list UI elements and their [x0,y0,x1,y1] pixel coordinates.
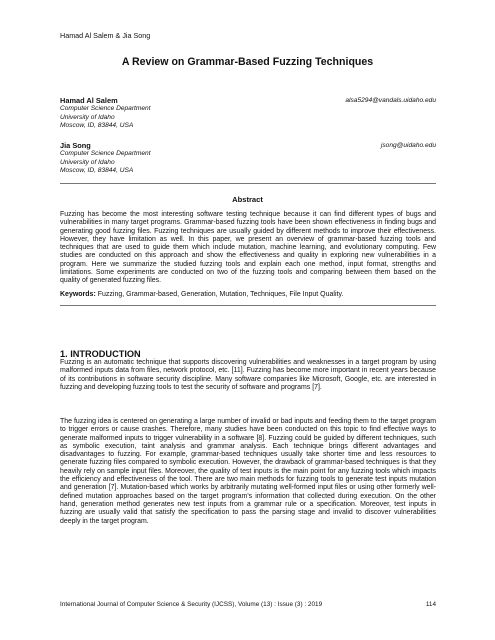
paper-title: A Review on Grammar-Based Fuzzing Techniques [121,56,374,68]
author-block-1 [60,97,436,131]
affiliation-university: University of Idaho [60,158,115,166]
author-row [60,142,436,150]
keywords-label: Keywords: [60,291,96,298]
page-number: 114 [425,601,436,608]
page-footer [60,601,436,608]
author-name: Jia Song [60,141,91,150]
author-email: alsa5294@vandals.uidaho.edu [345,97,436,104]
keywords [60,291,436,299]
author-row [60,97,436,105]
affiliation-address: Moscow, ID, 83844, USA [60,122,134,130]
running-head: Hamad Al Salem & Jia Song [60,31,151,40]
author-name: Hamad Al Salem [60,96,118,105]
affiliation-department: Computer Science Department [60,105,151,113]
divider-rule [60,183,436,184]
abstract-heading: Abstract [232,195,263,204]
footer-journal: International Journal of Computer Science & Security (IJCSS), Volume (13) : Issue (3) : 2019 [60,601,323,608]
author-block-2 [60,142,436,176]
author-email: jsong@uidaho.edu [380,142,436,149]
keywords-text: Fuzzing, Grammar-based, Generation, Mutation, Techniques, File Input Quality. [97,291,344,298]
intro-paragraph-1: Fuzzing is an automatic technique that supports discovering vulnerabilities and weaknesses in a target program by using malformed inputs data from files, network protocol, etc. [11]. Fuzzing has become more important in recent years because of its contributions in software security discipline. Many software companies like Microsoft, Google, etc. are interested in fuzzing and developing fuzzing tools to test the security of software and programs [7]. [60,359,436,391]
divider-rule [60,305,436,306]
abstract-text: Fuzzing has become the most interesting software testing technique because it can find different types of bugs and vulnerabilities in many target programs. Grammar-based fuzzing tools have been shown effectiveness in finding bugs and generating good fuzzing files. Fuzzing techniques are usually guided by different methods to improve their effectiveness. However, they have limitation as well. In this paper, we present an overview of grammar-based fuzzing tools and techniques that are used to guide them which include mutation, machine learning, and evolutionary computing. Few studies are conducted on this approach and show the effectiveness and quality in exploring new vulnerabilities in a program. Here we summarize the studied fuzzing tools and explain each one method, input format, strengths and limitations. Some experiments are conducted on two of the fuzzing tools and comparing between them based on the quality of generated fuzzing files. [60,211,436,285]
section-heading: 1. INTRODUCTION [60,349,141,359]
affiliation-address: Moscow, ID, 83844, USA [60,167,134,175]
affiliation-department: Computer Science Department [60,150,151,158]
affiliation-university: University of Idaho [60,113,115,121]
intro-paragraph-2: The fuzzing idea is centered on generating a large number of invalid or bad inputs and feeding them to the target program to trigger errors or cause crashes. Therefore, many studies have been conducted on this topic to find effective ways to generate malformed inputs to trigger vulnerability in a software [8]. Fuzzing could be guided by different techniques, such as symbolic execution, taint analysis and grammar analysis. Each technique brings different advantages and disadvantages to fuzzing. For example, grammar-based techniques usually take shorter time and less resources to generate fuzzing files compared to symbolic execution. However, the drawback of grammar-based techniques is that they heavily rely on sample input files. Moreover, the quality of test inputs is the main point for any fuzzing tools which impacts the efficiency and effectiveness of the tool. There are two main methods for fuzzing tools to generate test inputs mutation and generation [7]. Mutation-based which works by arbitrarily mutating well-formed input files or using other formerly well-defined mutation approaches based on the target program's information that collected during execution. On the other hand, generation method generates new test inputs from a grammar rule or a specification. Moreover, test inputs in fuzzing are usually valid that satisfy the specification to pass the parsing stage and invalid to discover vulnerabilities deeply in the target program. [60,418,436,525]
